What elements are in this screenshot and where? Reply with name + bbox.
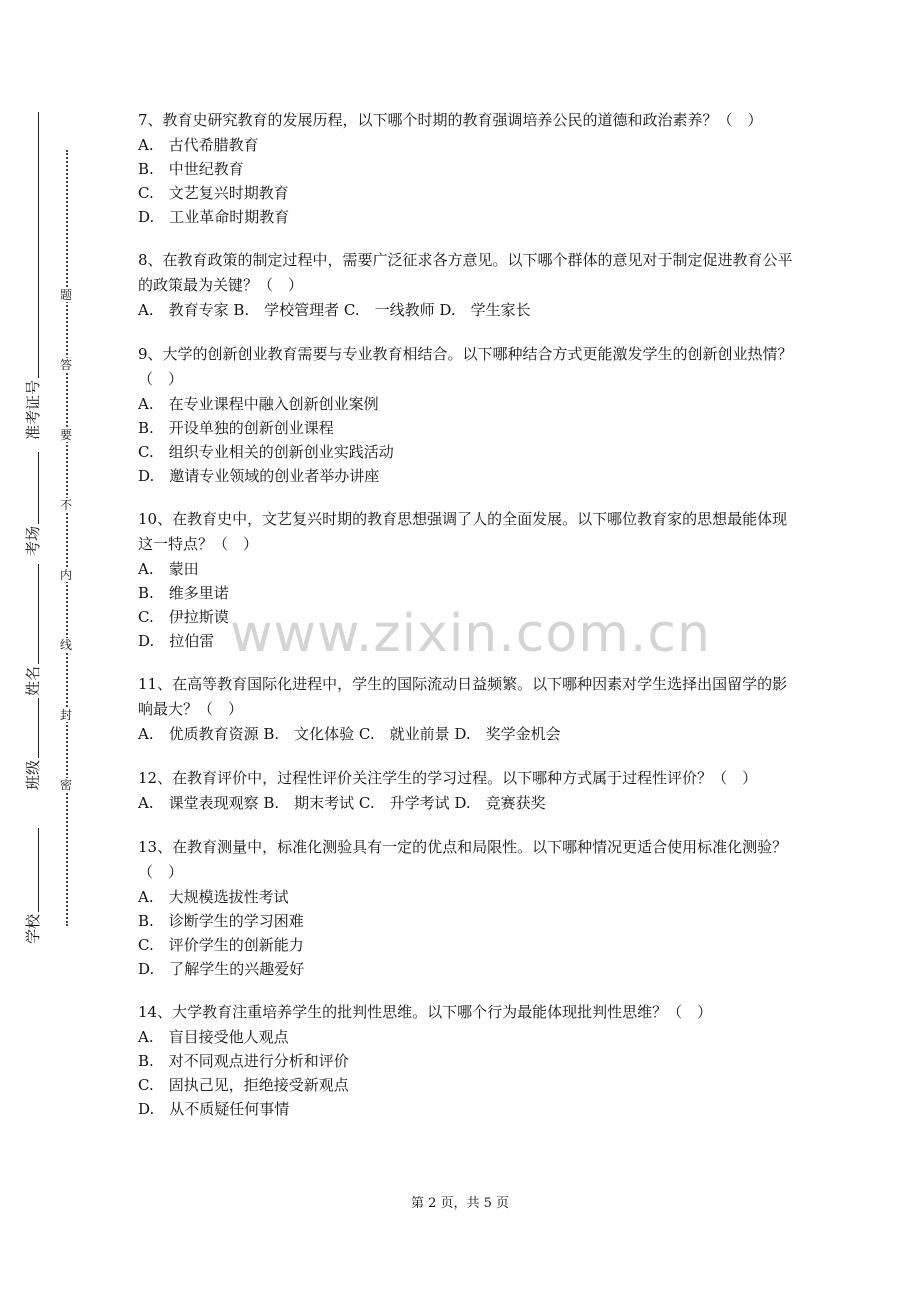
option-d: D. 工业革命时期教育 (138, 208, 290, 226)
option-d: D. 拉伯雷 (138, 632, 215, 650)
option-c: C. 伊拉斯谟 (138, 608, 229, 626)
name-field (22, 564, 43, 696)
question-stem: 7、教育史研究教育的发展历程，以下哪个时期的教育强调培养公民的道德和政治素养？（ ） (138, 111, 763, 129)
class-blank[interactable] (26, 698, 39, 758)
exam-number-field (22, 112, 43, 440)
question-list (138, 108, 798, 1140)
option-b: B. 维多里诺 (138, 584, 229, 602)
exam-room-field (22, 452, 43, 556)
options-inline: A. 课堂表现观察 B. 期末考试 C. 升学考试 D. 竞赛获奖 (138, 794, 546, 812)
option-d: D. 邀请专业领域的创业者举办讲座 (138, 467, 380, 485)
class-field (22, 698, 43, 790)
question-stem: 9、大学的创新创业教育需要与专业教育相结合。以下哪种结合方式更能激发学生的创新创业热情？（ ） (138, 345, 793, 388)
question-8 (138, 248, 798, 323)
option-d: D. 从不质疑任何事情 (138, 1100, 290, 1118)
exam-room-blank[interactable] (26, 452, 39, 524)
seal-dotted-line (66, 150, 68, 926)
option-a: A. 盲目接受他人观点 (138, 1028, 289, 1046)
option-c: C. 文艺复兴时期教育 (138, 184, 289, 202)
question-stem: 13、在教育测量中，标准化测验具有一定的优点和局限性。以下哪种情况更适合使用标准化测验？（ ） (138, 838, 788, 881)
question-stem: 11、在高等教育国际化进程中，学生的国际流动日益频繁。以下哪种因素对学生选择出国留学的影响最大？（ ） (138, 675, 788, 718)
question-stem: 10、在教育史中，文艺复兴时期的教育思想强调了人的全面发展。以下哪位教育家的思想最能体现这一特点？（ ） (138, 510, 788, 553)
options-inline: A. 优质教育资源 B. 文化体验 C. 就业前景 D. 奖学金机会 (138, 725, 561, 743)
question-10 (138, 507, 798, 653)
school-field (22, 828, 43, 944)
option-b: B. 对不同观点进行分析和评价 (138, 1052, 349, 1070)
option-c: C. 组织专业相关的创新创业实践活动 (138, 443, 394, 461)
question-12 (138, 766, 798, 816)
seal-char: 线 (59, 638, 72, 652)
seal-char: 不 (59, 498, 72, 512)
option-b: B. 诊断学生的学习困难 (138, 912, 304, 930)
school-blank[interactable] (26, 828, 39, 912)
option-d: D. 了解学生的兴趣爱好 (138, 960, 305, 978)
page-footer: 第 2 页，共 5 页 (410, 1196, 510, 1211)
seal-char: 封 (59, 708, 72, 722)
question-14 (138, 1000, 798, 1121)
option-c: C. 评价学生的创新能力 (138, 936, 304, 954)
seal-char: 答 (59, 358, 72, 372)
school-label: 学校 (24, 913, 42, 944)
question-13 (138, 835, 798, 981)
seal-char: 题 (59, 288, 72, 302)
question-9 (138, 342, 798, 488)
seal-char: 要 (59, 428, 72, 442)
option-a: A. 古代希腊教育 (138, 136, 259, 154)
option-c: C. 固执己见，拒绝接受新观点 (138, 1076, 349, 1094)
name-blank[interactable] (26, 564, 39, 664)
exam-room-label: 考场 (24, 525, 42, 556)
question-11 (138, 672, 798, 747)
option-a: A. 蒙田 (138, 560, 199, 578)
option-b: B. 中世纪教育 (138, 160, 244, 178)
name-label: 姓名 (24, 665, 42, 696)
watermark: www.zixin.com.cn (230, 604, 711, 664)
question-7 (138, 108, 798, 229)
option-a: A. 在专业课程中融入创新创业案例 (138, 395, 379, 413)
question-stem: 14、大学教育注重培养学生的批判性思维。以下哪个行为最能体现批判性思维？（ ） (138, 1003, 713, 1021)
option-a: A. 大规模选拔性考试 (138, 888, 289, 906)
seal-char: 内 (59, 568, 72, 582)
exam-number-label: 准考证号 (24, 379, 42, 440)
question-stem: 12、在教育评价中，过程性评价关注学生的学习过程。以下哪种方式属于过程性评价？（ ） (138, 769, 758, 787)
options-inline: A. 教育专家 B. 学校管理者 C. 一线教师 D. 学生家长 (138, 301, 531, 319)
exam-number-blank[interactable] (26, 112, 39, 378)
seal-char: 密 (59, 778, 72, 792)
option-b: B. 开设单独的创新创业课程 (138, 419, 334, 437)
class-label: 班级 (24, 759, 42, 790)
question-stem: 8、在教育政策的制定过程中，需要广泛征求各方意见。以下哪个群体的意见对于制定促进教育公平的政策最为关键？（ ） (138, 251, 793, 294)
